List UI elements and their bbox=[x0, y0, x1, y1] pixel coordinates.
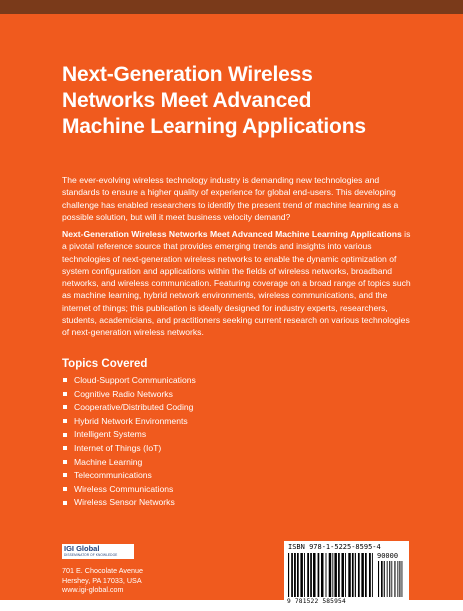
topic-label: Intelligent Systems bbox=[74, 429, 147, 440]
bullet-icon bbox=[63, 405, 67, 409]
book-title bbox=[62, 62, 422, 140]
title-line-2: Networks Meet Advanced bbox=[62, 89, 312, 112]
topic-item bbox=[62, 469, 196, 483]
bullet-icon bbox=[63, 501, 67, 505]
barcode-bar bbox=[294, 553, 296, 597]
barcode-bar bbox=[341, 553, 344, 597]
barcode-bar bbox=[378, 561, 379, 597]
description-text: is a pivotal reference source that provides emerging trends and insights into various technologies of next-generation wireless networks to enable the dynamic optimization of system configuration and applications within the fields of wireless networks, broadband networks, and wireless communication. Featuring coverage on a broad range of topics such as machine learning, hybrid network environments, wireless communications, and the internet of things; this publication is ideally designed for industry experts, researchers, students, academicians, and practitioners seeking current research on various technologies of next-generation wireless networks. bbox=[62, 229, 411, 338]
barcode-box bbox=[284, 541, 409, 611]
topic-label: Cloud-Support Communications bbox=[74, 375, 196, 385]
topic-item bbox=[62, 415, 196, 429]
topics-heading: Topics Covered bbox=[62, 358, 148, 370]
bullet-icon bbox=[63, 460, 67, 464]
barcode-bar bbox=[307, 553, 309, 597]
barcode-bar bbox=[361, 553, 364, 597]
barcode-bar bbox=[334, 553, 337, 597]
topic-item bbox=[62, 428, 196, 442]
topic-label: Wireless Communications bbox=[74, 483, 174, 494]
barcode-bars bbox=[288, 553, 374, 597]
barcode-bar bbox=[381, 561, 383, 597]
logo-name: IGI Global bbox=[64, 544, 100, 553]
bullet-icon bbox=[63, 392, 67, 396]
topic-item bbox=[62, 496, 196, 510]
logo-tagline: DISSEMINATOR OF KNOWLEDGE bbox=[64, 553, 118, 557]
address-line-1: 701 E. Chocolate Avenue bbox=[62, 566, 143, 575]
topic-label: Telecommunications bbox=[74, 470, 152, 481]
topics-list bbox=[62, 374, 196, 510]
topic-label: Machine Learning bbox=[74, 456, 143, 467]
topic-label: Internet of Things (IoT) bbox=[74, 442, 162, 453]
barcode-bar bbox=[318, 553, 320, 597]
price-addon: 90000 bbox=[377, 552, 399, 560]
bullet-icon bbox=[63, 473, 67, 477]
title-line-3: Machine Learning Applications bbox=[62, 115, 366, 138]
barcode-bar bbox=[391, 561, 392, 597]
intro-paragraph: The ever-evolving wireless technology industry is demanding new technologies and standards to ensure a higher quality of experience for global end-users. This developing challenge has enabled researchers to identify the present trend of machine learning as a possible solution, but will it meet business velocity demand? bbox=[62, 175, 399, 222]
title-line-1: Next-Generation Wireless bbox=[62, 63, 313, 86]
barcode-bar bbox=[326, 553, 327, 597]
barcode-bar bbox=[369, 553, 371, 597]
barcode-bar bbox=[352, 553, 354, 597]
barcode-bar bbox=[389, 561, 390, 597]
barcode-bar bbox=[397, 561, 398, 597]
barcode-bar bbox=[355, 553, 356, 597]
topic-item bbox=[62, 374, 196, 388]
publisher-website: www.igi-global.com bbox=[62, 585, 124, 595]
topic-label: Hybrid Network Environments bbox=[74, 415, 188, 426]
barcode-bar bbox=[300, 553, 303, 597]
barcode-bar bbox=[321, 553, 324, 597]
publisher-address bbox=[62, 566, 143, 595]
topic-label: Cognitive Radio Networks bbox=[74, 388, 173, 399]
barcode-bar bbox=[313, 553, 316, 597]
barcode-bar bbox=[332, 553, 333, 597]
igi-global-logo bbox=[62, 544, 134, 559]
topic-label: Wireless Sensor Networks bbox=[74, 497, 175, 508]
barcode-bar bbox=[348, 553, 351, 597]
topic-label: Cooperative/Distributed Coding bbox=[74, 402, 194, 413]
bullet-icon bbox=[63, 487, 67, 491]
barcode-bar bbox=[310, 553, 312, 597]
barcode-bar bbox=[304, 553, 305, 597]
barcode-bar bbox=[329, 553, 332, 597]
barcode-digits: 9 781522 585954 bbox=[287, 598, 346, 605]
barcode-bar bbox=[387, 561, 388, 597]
description-paragraph bbox=[62, 228, 412, 339]
addon-barcode-bars bbox=[378, 561, 404, 597]
bullet-icon bbox=[63, 446, 67, 450]
barcode-bar bbox=[365, 553, 367, 597]
barcode-bar bbox=[345, 553, 346, 597]
topic-item bbox=[62, 442, 196, 456]
barcode-bar bbox=[384, 561, 385, 597]
address-line-2: Hershey, PA 17033, USA bbox=[62, 575, 142, 585]
bullet-icon bbox=[63, 378, 67, 382]
barcode-bar bbox=[399, 561, 400, 597]
topic-item bbox=[62, 401, 196, 415]
topic-item bbox=[62, 388, 196, 402]
barcode-bar bbox=[291, 553, 293, 597]
barcode-bar bbox=[358, 553, 360, 597]
bullet-icon bbox=[63, 419, 67, 423]
barcode-bar bbox=[288, 553, 289, 597]
barcode-bar bbox=[402, 561, 403, 597]
topic-item bbox=[62, 456, 196, 470]
barcode-bar bbox=[297, 553, 299, 597]
topic-item bbox=[62, 483, 196, 497]
bullet-icon bbox=[63, 433, 67, 437]
barcode-bar bbox=[338, 553, 340, 597]
barcode-bar bbox=[372, 553, 373, 597]
description-book-title: Next-Generation Wireless Networks Meet Advanced Machine Learning Applications bbox=[62, 229, 402, 239]
isbn-text: ISBN 978-1-5225-8595-4 bbox=[288, 543, 381, 551]
barcode-bar bbox=[394, 561, 395, 597]
